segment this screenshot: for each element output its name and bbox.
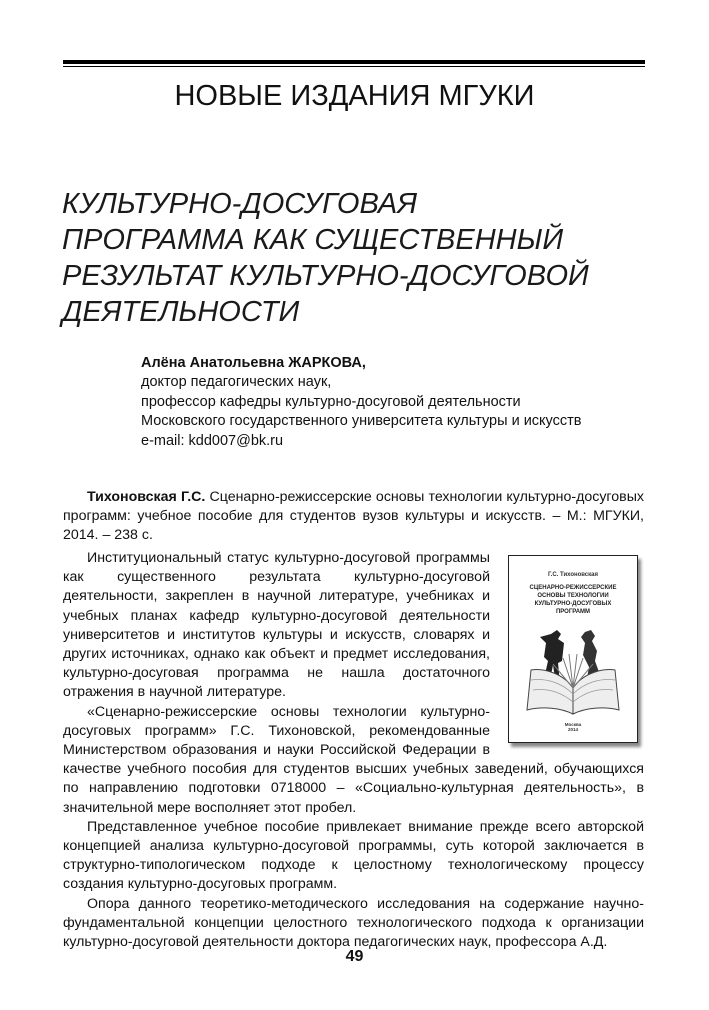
body-paragraph: Опора данного теоретико-методического исследования на содержание научно-фундаментальной концепции целостного технологического подхода к организации культурно-досуговой деятельности доктора педагогических наук, профессора А.Д. — [63, 895, 644, 951]
header-rule-thick — [63, 60, 645, 64]
cover-illustration-icon — [523, 628, 623, 718]
citation-text: Сценарно-режиссерские основы технологии культурно-досуговых программ: учебное пособие для студентов вузов культуры и искусств. – М.: МГУКИ, 2014. – 238 с. — [63, 489, 645, 543]
author-position: профессор кафедры культурно-досуговой деятельности — [141, 393, 521, 410]
cover-imprint — [509, 722, 637, 732]
body-paragraph: Представленное учебное пособие привлекает внимание прежде всего авторской концепцией анализа культурно-досуговой программы, суть которой заключается в структурно-типологическом подходе к целостному технологическому процессу создания культурно-досуговых программ. — [63, 818, 644, 893]
article-title — [62, 186, 662, 330]
author-name: Алёна Анатольевна ЖАРКОВА, — [141, 355, 366, 371]
author-email[interactable]: e-mail: kdd007@bk.ru — [141, 432, 284, 449]
article-title-line: ДЕЯТЕЛЬНОСТИ — [62, 296, 300, 328]
cover-city: Москва — [564, 722, 582, 727]
book-citation — [63, 488, 644, 545]
author-degree: доктор педагогических наук, — [141, 374, 332, 391]
cover-year: 2014 — [567, 727, 578, 732]
author-institution: Московского государственного университета культуры и искусств — [141, 413, 582, 430]
author-block — [141, 354, 581, 451]
cover-author: Г.С. Тихоновская — [548, 572, 598, 578]
article-title-line: РЕЗУЛЬТАТ КУЛЬТУРНО-ДОСУГОВОЙ — [62, 260, 589, 292]
article-title-line: КУЛЬТУРНО-ДОСУГОВАЯ — [62, 188, 417, 220]
book-cover — [508, 555, 638, 743]
article-title-line: ПРОГРАММА КАК СУЩЕСТВЕННЫЙ — [62, 224, 564, 256]
article-body — [63, 549, 644, 952]
body-paragraph: Институциональный статус культурно-досуговой программы как существенного результата культурно-досуговой деятельности, закреплен в научной литературе, учебниках и учебных планах кафедр культурно-досуговой деятельности университетов и институтов культуры и искусств, словарях и других источниках, однако как объект и предмет исследования, культурно-досуговая программа не нашла достаточного отражения в научной литературе. — [63, 550, 490, 701]
header-rule-thin — [63, 66, 645, 67]
cover-title-line: КУЛЬТУРНО-ДОСУГОВЫХ — [534, 601, 612, 607]
page-number: 49 — [345, 948, 364, 965]
citation-author: Тихоновская Г.С. — [87, 489, 206, 505]
book-cover-figure — [506, 553, 644, 748]
cover-title — [509, 584, 637, 616]
cover-title-line: СЦЕНАРНО-РЕЖИССЕРСКИЕ — [529, 585, 617, 591]
cover-title-line: ПРОГРАММ — [555, 609, 591, 615]
cover-title-line: ОСНОВЫ ТЕХНОЛОГИИ — [537, 593, 609, 599]
body-paragraph: «Сценарно-режиссерские основы технологии культурно-досуговых программ» Г.С. Тихоновской, рекомендованные Министерством образования и науки Российской Федерации в качестве учебного пособия для студентов высших учебных заведений, обучающихся по направлению подготовки 0718000 – «Социально-культурная деятельность», в значительной мере восполняет этот пробел. — [63, 703, 644, 816]
section-title: НОВЫЕ ИЗДАНИЯ МГУКИ — [174, 80, 535, 112]
